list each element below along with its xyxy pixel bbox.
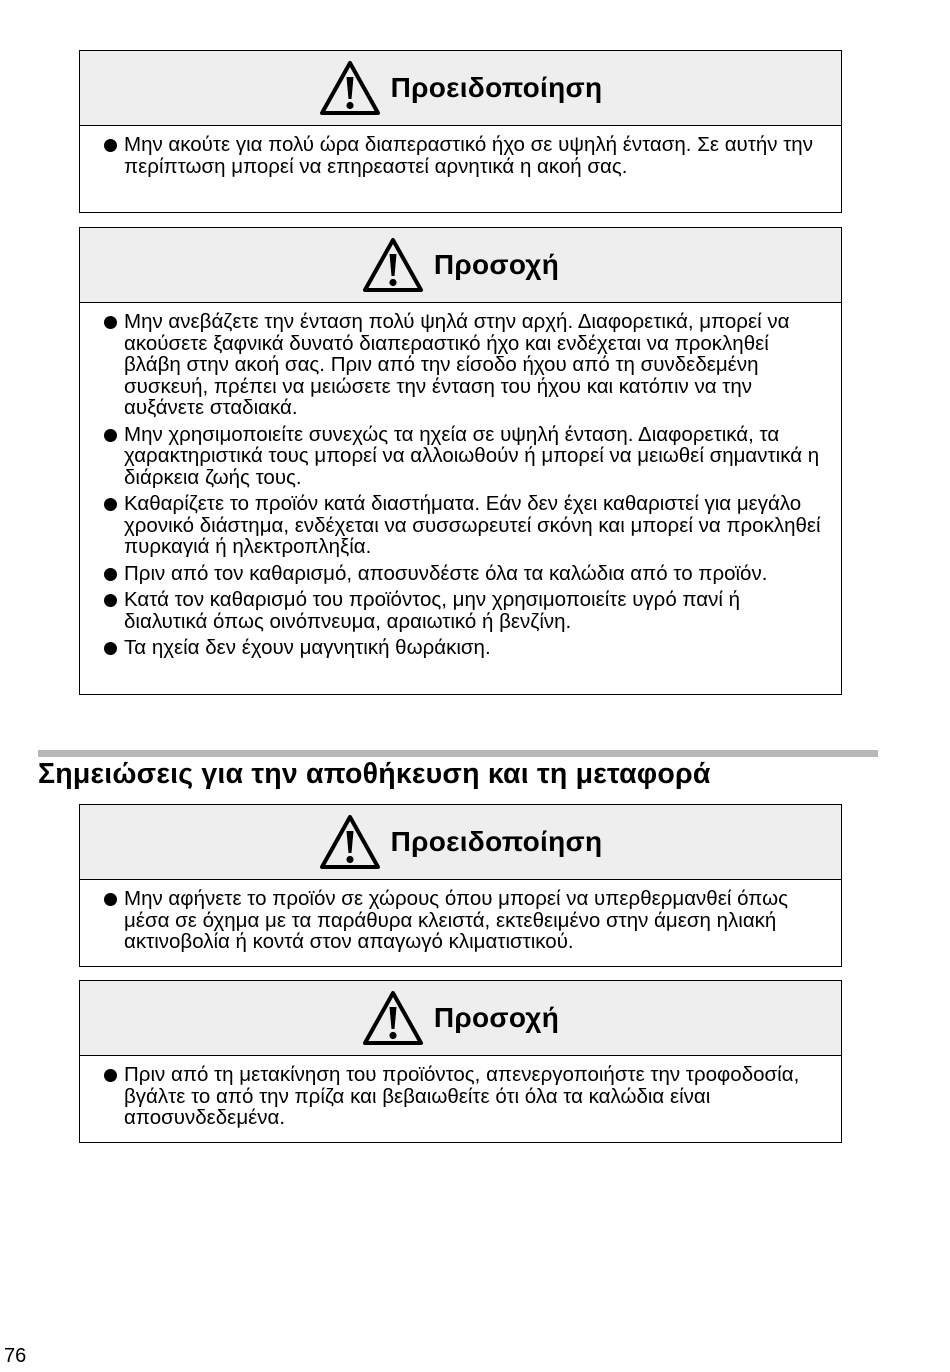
list-item-text: Μην αφήνετε το προϊόν σε χώρους όπου μπορεί να υπερθερμανθεί όπως μέσα σε όχημα με τα παράθυρα κλειστά, εκτεθειμένο στην άμεση ηλιακή ακτινοβολία ή κοντά στον απαγωγό κλιματιστικού. xyxy=(124,887,788,953)
list-item-text: Μην ακούτε για πολύ ώρα διαπεραστικό ήχο σε υψηλή ένταση. Σε αυτήν την περίπτωση μπορεί να επηρεαστεί αρνητικά η ακοή σας. xyxy=(124,133,813,178)
bullet-icon xyxy=(104,498,117,511)
list-item-text: Κατά τον καθαρισμό του προϊόντος, μην χρησιμοποιείτε υγρό πανί ή διαλυτικά όπως οινόπνευμα, αραιωτικό ή βενζίνη. xyxy=(124,588,741,633)
list-item xyxy=(102,311,823,419)
warning-box-header xyxy=(80,805,841,880)
list-item xyxy=(102,424,823,489)
list-item xyxy=(102,637,823,659)
list-item-text: Τα ηχεία δεν έχουν μαγνητική θωράκιση. xyxy=(124,636,491,659)
caution-box-transport xyxy=(79,980,842,1143)
bullet-icon xyxy=(104,429,117,442)
list-item xyxy=(102,134,823,177)
warning-title: Προειδοποίηση xyxy=(390,826,603,857)
warning-box-storage xyxy=(79,804,842,967)
list-item xyxy=(102,493,823,558)
caution-box-body xyxy=(80,303,841,669)
warning-triangle-icon xyxy=(362,990,424,1046)
caution-box-header xyxy=(80,981,841,1056)
list-item-text: Πριν από τη μετακίνηση του προϊόντος, απενεργοποιήστε την τροφοδοσία, βγάλτε το από την πρίζα και βεβαιωθείτε ότι όλα τα καλώδια είναι αποσυνδεδεμένα. xyxy=(124,1063,800,1129)
caution-box-header xyxy=(80,228,841,303)
section-divider xyxy=(38,750,878,757)
section-title: Σημειώσεις για την αποθήκευση και τη μεταφορά xyxy=(38,758,711,790)
bullet-icon xyxy=(104,594,117,607)
bullet-icon xyxy=(104,1069,117,1082)
page-number: 76 xyxy=(4,1345,27,1367)
warning-box-body xyxy=(80,126,841,187)
bullet-icon xyxy=(104,139,117,152)
list-item xyxy=(102,589,823,632)
caution-title: Προσοχή xyxy=(433,249,560,280)
bullet-icon xyxy=(104,893,117,906)
warning-triangle-icon xyxy=(362,237,424,293)
warning-title: Προειδοποίηση xyxy=(390,72,603,103)
bullet-icon xyxy=(104,568,117,581)
warning-box-header xyxy=(80,51,841,126)
list-item xyxy=(102,888,823,953)
warning-box-hearing xyxy=(79,50,842,213)
caution-box-usage xyxy=(79,227,842,695)
list-item-text: Μην ανεβάζετε την ένταση πολύ ψηλά στην αρχή. Διαφορετικά, μπορεί να ακούσετε ξαφνικά δυνατό διαπεραστικό ήχο και ενδέχεται να προκληθεί βλάβη στην ακοή σας. Πριν από την είσοδο ήχου από τη συνδεδεμένη συσκευή, πρέπει να μειώσετε την ένταση του ήχου και κατόπιν να την αυξάνετε σταδιακά. xyxy=(124,310,790,419)
bullet-icon xyxy=(104,316,117,329)
list-item-text: Μην χρησιμοποιείτε συνεχώς τα ηχεία σε υψηλή ένταση. Διαφορετικά, τα χαρακτηριστικά τους μπορεί να αλλοιωθούν ή μπορεί να μειωθεί σημαντικά η διάρκεια ζωής τους. xyxy=(124,422,820,489)
warning-triangle-icon xyxy=(319,60,381,116)
warning-triangle-icon xyxy=(319,814,381,870)
list-item-text: Καθαρίζετε το προϊόν κατά διαστήματα. Εάν δεν έχει καθαριστεί για μεγάλο χρονικό διάστημα, ενδέχεται να συσσωρευτεί σκόνη και μπορεί να προκληθεί πυρκαγιά ή ηλεκτροπληξία. xyxy=(124,492,821,558)
list-item xyxy=(102,1064,823,1129)
list-item-text: Πριν από τον καθαρισμό, αποσυνδέστε όλα τα καλώδια από το προϊόν. xyxy=(124,561,768,585)
caution-title: Προσοχή xyxy=(433,1002,560,1033)
list-item xyxy=(102,563,823,585)
warning-box-body xyxy=(80,880,841,963)
bullet-icon xyxy=(104,642,117,655)
caution-box-body xyxy=(80,1056,841,1139)
